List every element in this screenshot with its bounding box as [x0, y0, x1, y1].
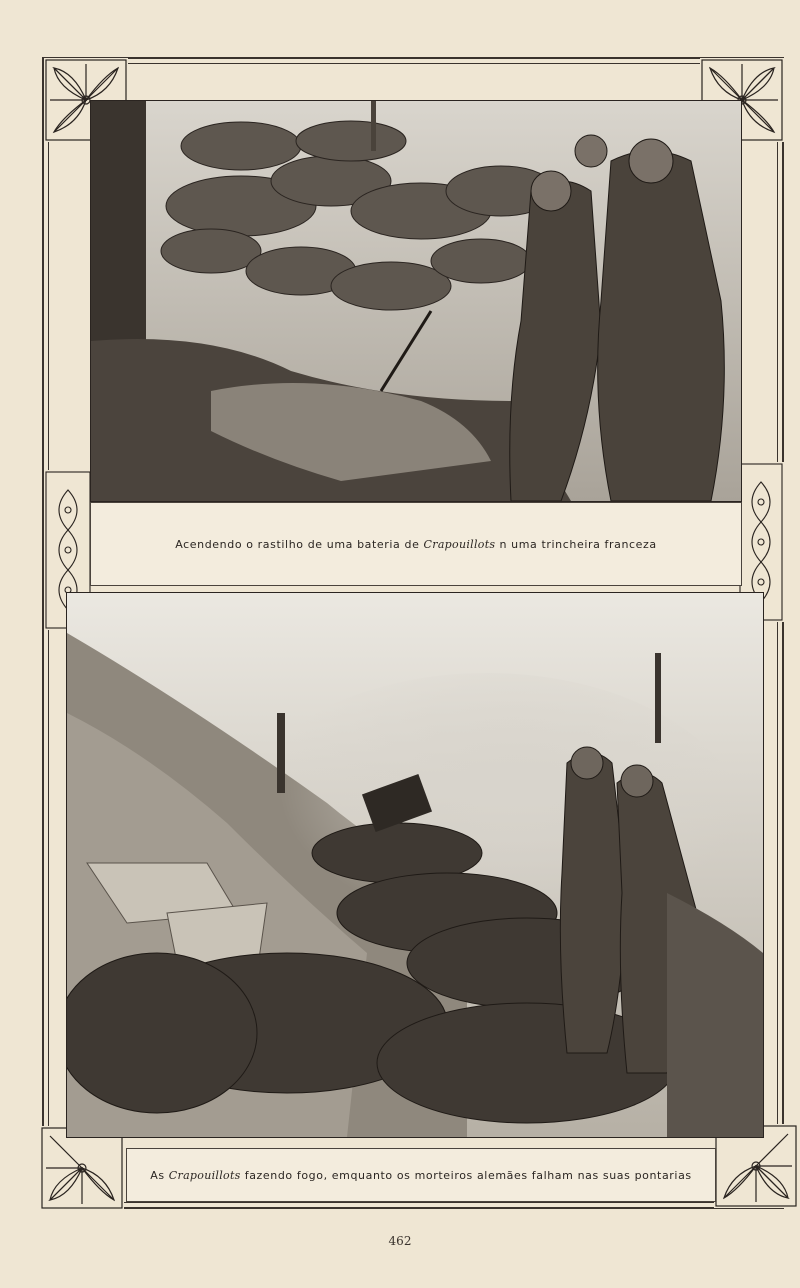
caption-top-text-end: n uma trincheira franceza	[495, 537, 657, 551]
frame-rule-left	[42, 57, 44, 1209]
frame-rule-bottom	[42, 1207, 784, 1209]
caption-top	[175, 538, 657, 551]
frame-rule-right-inner	[777, 57, 778, 1209]
frame-rule-top	[42, 57, 784, 59]
caption-bottom	[150, 1169, 692, 1182]
frame-rule-bottom-inner	[42, 1202, 784, 1203]
frame-rule-left-inner	[48, 57, 49, 1209]
caption-panel-bottom	[126, 1148, 716, 1202]
frame-rule-right	[782, 57, 784, 1209]
trench-photo-top	[90, 100, 742, 502]
trench-photo-bottom	[66, 592, 764, 1138]
corner-ornament-icon	[40, 1126, 124, 1210]
caption-top-text: Acendendo o rastilho de uma bateria de	[175, 537, 424, 551]
caption-panel-top	[90, 502, 742, 586]
page-number: 462	[388, 1234, 412, 1248]
caption-bottom-text-end: fazendo fogo, emquanto os morteiros alemães falham nas suas pontarias	[240, 1168, 692, 1182]
caption-bottom-text: As	[150, 1168, 169, 1182]
caption-bottom-emphasis: Crapouillots	[168, 1168, 241, 1182]
frame-rule-top-inner	[42, 63, 784, 64]
caption-top-emphasis: Crapouillots	[423, 537, 496, 551]
